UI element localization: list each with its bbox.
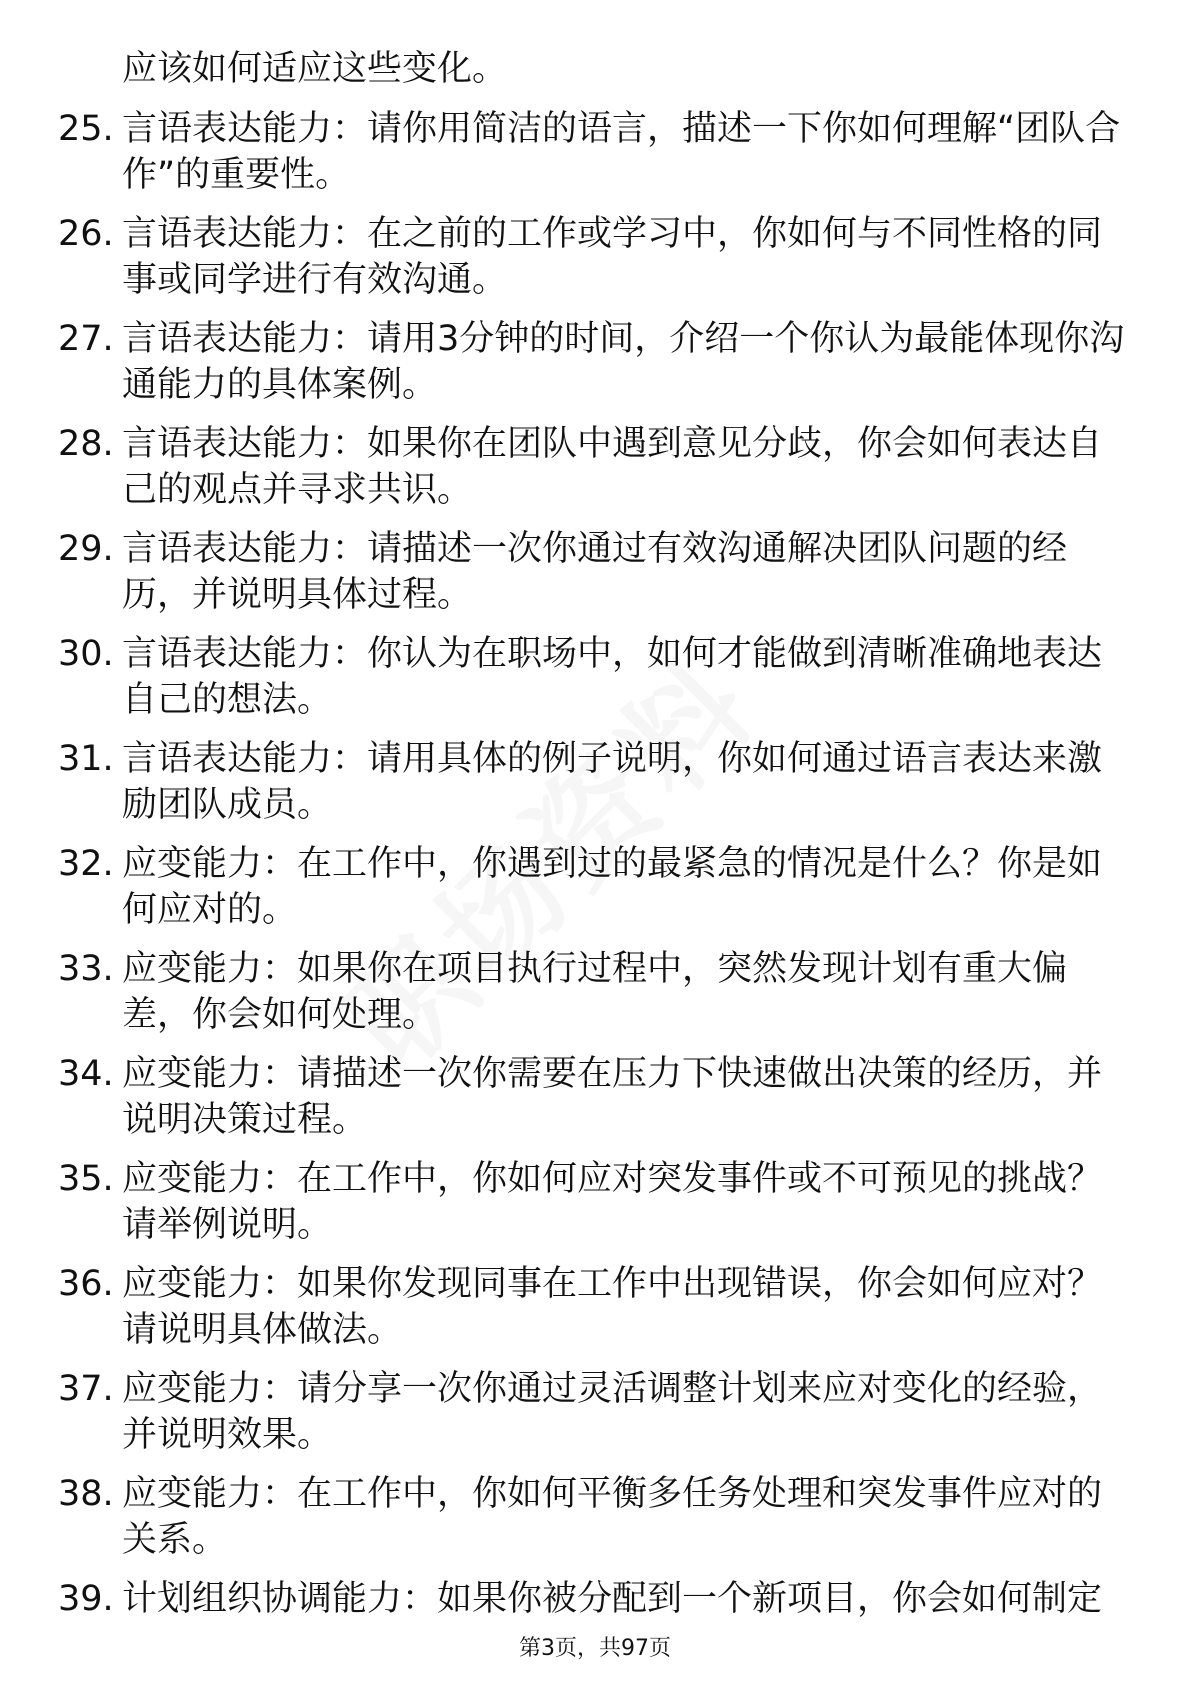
item-first-line [58, 526, 1128, 572]
list-item [58, 841, 1128, 933]
item-first-line [58, 106, 1128, 152]
item-first-line [58, 1156, 1128, 1202]
item-text: 应变能力：请描述一次你需要在压力下快速做出决策的经历，并 [122, 1054, 1103, 1094]
item-text: 言语表达能力：在之前的工作或学习中，你如何与不同性格的同 [122, 214, 1103, 254]
item-first-line [58, 736, 1128, 782]
item-first-line [58, 1261, 1128, 1307]
list-item [58, 316, 1128, 408]
item-second-line: 并说明效果。 [122, 1415, 333, 1455]
item-text: 应变能力：如果你发现同事在工作中出现错误，你会如何应对？ [122, 1264, 1103, 1304]
item-number: 29. [58, 529, 114, 569]
item-text: 应变能力：在工作中，你如何应对突发事件或不可预见的挑战？ [122, 1159, 1103, 1199]
item-second-line: 自己的想法。 [122, 680, 333, 720]
continuation-text: 应该如何适应这些变化。 [122, 49, 508, 89]
item-second-line: 说明决策过程。 [122, 1100, 368, 1140]
item-text: 应变能力：如果你在项目执行过程中，突然发现计划有重大偏 [122, 949, 1068, 989]
item-text: 应变能力：在工作中，你如何平衡多任务处理和突发事件应对的 [122, 1474, 1103, 1514]
item-second-line: 差，你会如何处理。 [122, 995, 438, 1035]
item-number: 32. [58, 844, 114, 884]
item-second-line: 请说明具体做法。 [122, 1310, 403, 1350]
list-item [58, 1576, 1128, 1622]
item-first-line [58, 1051, 1128, 1097]
list-item [58, 736, 1128, 828]
item-text: 言语表达能力：你认为在职场中，如何才能做到清晰准确地表达 [122, 634, 1103, 674]
item-number: 33. [58, 949, 114, 989]
item-first-line [58, 1366, 1128, 1412]
item-number: 38. [58, 1474, 114, 1514]
list-item [58, 106, 1128, 198]
item-text: 应变能力：在工作中，你遇到过的最紧急的情况是什么？你是如 [122, 844, 1103, 884]
question-list [58, 46, 1128, 1635]
item-number: 26. [58, 214, 114, 254]
item-first-line [58, 1471, 1128, 1517]
item-text: 言语表达能力：请你用简洁的语言，描述一下你如何理解“团队合 [122, 109, 1121, 149]
list-item [58, 1051, 1128, 1143]
item-second-line: 事或同学进行有效沟通。 [122, 260, 508, 300]
items-container [58, 106, 1128, 1622]
item-number: 31. [58, 739, 114, 779]
list-item [58, 211, 1128, 303]
list-item [58, 1261, 1128, 1353]
item-number: 37. [58, 1369, 114, 1409]
item-number: 25. [58, 109, 114, 149]
item-text: 应变能力：请分享一次你通过灵活调整计划来应对变化的经验， [122, 1369, 1103, 1409]
item-text: 言语表达能力：请用3分钟的时间，介绍一个你认为最能体现你沟 [122, 319, 1125, 359]
item-number: 36. [58, 1264, 114, 1304]
item-second-line: 通能力的具体案例。 [122, 365, 438, 405]
item-first-line [58, 211, 1128, 257]
item-first-line [58, 316, 1128, 362]
item-first-line [58, 841, 1128, 887]
item-second-line: 关系。 [122, 1520, 228, 1560]
item-text: 言语表达能力：如果你在团队中遇到意见分歧，你会如何表达自 [122, 424, 1103, 464]
item-number: 30. [58, 634, 114, 674]
item-first-line [58, 421, 1128, 467]
item-number: 34. [58, 1054, 114, 1094]
item-first-line [58, 946, 1128, 992]
item-text: 计划组织协调能力：如果你被分配到一个新项目，你会如何制定 [122, 1579, 1103, 1619]
item-number: 27. [58, 319, 114, 359]
item-second-line: 己的观点并寻求共识。 [122, 470, 473, 510]
item-first-line [58, 1576, 1128, 1622]
item-second-line: 历，并说明具体过程。 [122, 575, 473, 615]
list-item [58, 1471, 1128, 1563]
page-footer: 第3页，共97页 [519, 1636, 671, 1661]
item-second-line: 励团队成员。 [122, 785, 333, 825]
list-item [58, 946, 1128, 1038]
item-text: 言语表达能力：请用具体的例子说明，你如何通过语言表达来激 [122, 739, 1103, 779]
list-item [58, 526, 1128, 618]
list-item [58, 1366, 1128, 1458]
list-item [58, 1156, 1128, 1248]
item-number: 28. [58, 424, 114, 464]
item-second-line: 何应对的。 [122, 890, 298, 930]
item-text: 言语表达能力：请描述一次你通过有效沟通解决团队问题的经 [122, 529, 1068, 569]
list-item [58, 421, 1128, 513]
item-second-line: 作”的重要性。 [122, 155, 351, 195]
item-first-line [58, 631, 1128, 677]
item-number: 39. [58, 1579, 114, 1619]
list-item [58, 631, 1128, 723]
item-second-line: 请举例说明。 [122, 1205, 333, 1245]
item-number: 35. [58, 1159, 114, 1199]
